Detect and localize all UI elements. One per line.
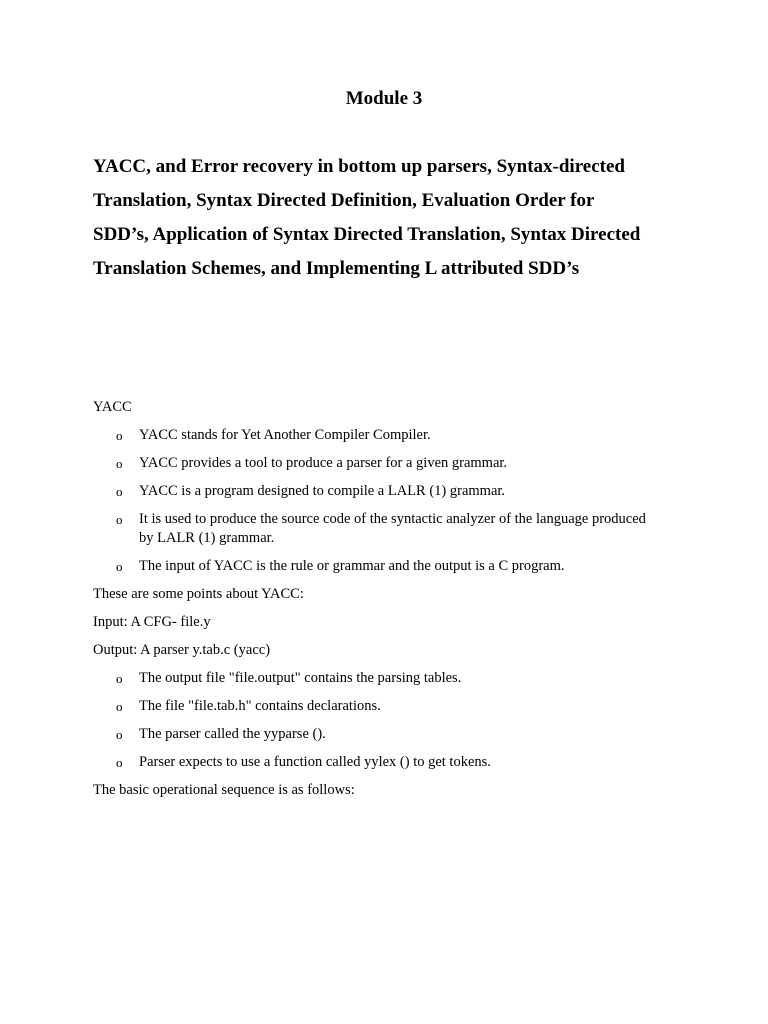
input-line: Input: A CFG- file.y: [93, 614, 211, 630]
list-item-text: YACC stands for Yet Another Compiler Compiler.: [139, 427, 431, 443]
list-item: [93, 482, 653, 501]
bullet-marker: o: [116, 456, 123, 471]
bullet-marker: o: [116, 671, 123, 686]
list-item-text: The input of YACC is the rule or grammar and the output is a C program.: [139, 558, 565, 574]
list-item-text: The parser called the yyparse ().: [139, 726, 326, 742]
list-item-text: Parser expects to use a function called yylex () to get tokens.: [139, 754, 491, 770]
list-item: [93, 510, 653, 548]
bullet-marker: o: [116, 512, 123, 527]
section-heading-yacc: YACC: [93, 399, 132, 415]
bullet-marker: o: [116, 755, 123, 770]
bullet-marker: o: [116, 559, 123, 574]
list-item: [93, 454, 653, 473]
output-line: Output: A parser y.tab.c (yacc): [93, 642, 271, 658]
list-item-text: YACC provides a tool to produce a parser for a given grammar.: [139, 455, 508, 471]
list-item: [93, 725, 653, 744]
list-item: [93, 669, 653, 688]
document-body: [93, 398, 653, 809]
bullet-marker: o: [116, 428, 123, 443]
list-item: [93, 697, 653, 716]
list-item-text: The output file "file.output" contains the parsing tables.: [139, 670, 462, 686]
yacc-points-list: [93, 426, 653, 576]
list-item: [93, 426, 653, 445]
list-item: [93, 753, 653, 772]
list-item: [93, 557, 653, 576]
topics-heading: YACC, and Error recovery in bottom up parsers, Syntax-directed Translation, Syntax Directed Definition, Evaluation Order for SDD’s, Application of Syntax Directed Translation, Syntax Directed Translation Schemes, and Implementing L attributed SDD’s: [93, 156, 641, 279]
list-item-text: YACC is a program designed to compile a LALR (1) grammar.: [139, 483, 506, 499]
output-points-list: [93, 669, 653, 772]
sequence-intro: The basic operational sequence is as follows:: [93, 782, 355, 798]
bullet-marker: o: [116, 727, 123, 742]
list-item-text: It is used to produce the source code of the syntactic analyzer of the language produced by LALR (1) grammar.: [139, 511, 646, 546]
bullet-marker: o: [116, 484, 123, 499]
points-intro: These are some points about YACC:: [93, 586, 304, 602]
module-title: Module 3: [345, 88, 423, 109]
list-item-text: The file "file.tab.h" contains declarations.: [139, 698, 381, 714]
bullet-marker: o: [116, 699, 123, 714]
